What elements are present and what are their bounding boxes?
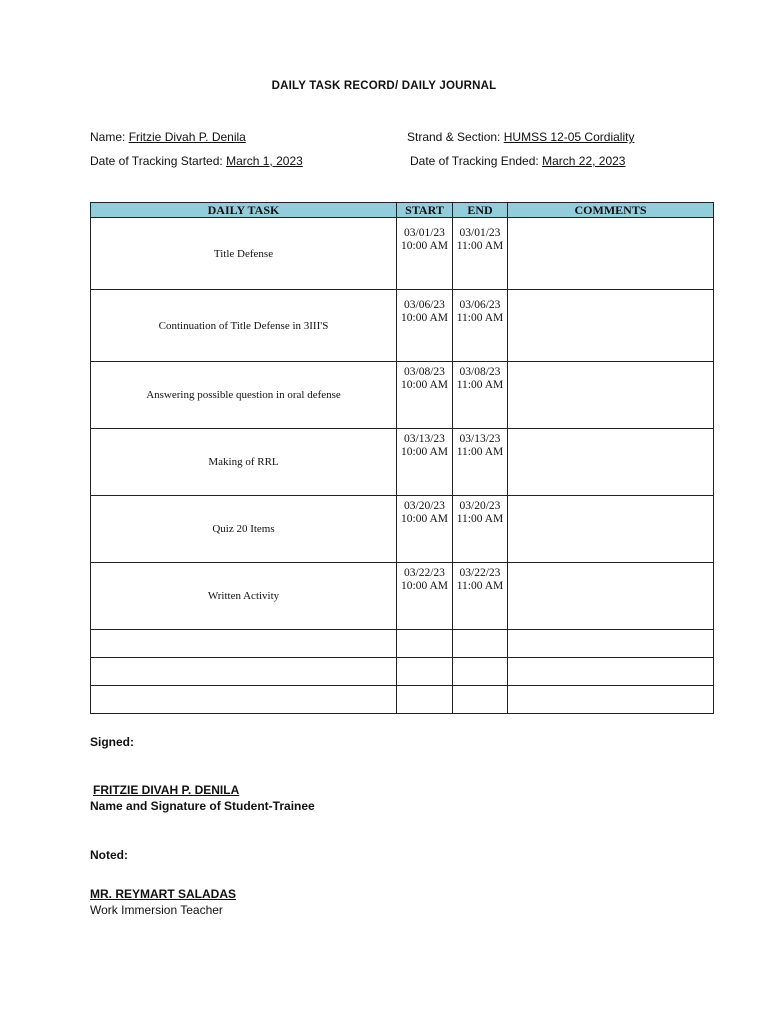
end-time: 11:00 AM: [456, 379, 504, 391]
start-date: 03/20/23: [404, 500, 445, 512]
comment-cell: [508, 362, 714, 429]
end-date: 03/06/23: [459, 299, 501, 311]
start-cell: [397, 218, 453, 290]
end-cell: [453, 290, 508, 362]
start-date: 03/22/23: [404, 567, 445, 579]
comment-cell: [508, 496, 714, 563]
strand-value: HUMSS 12-05 Cordiality: [503, 130, 635, 144]
strand-section-line: [407, 130, 634, 144]
table-row: [91, 290, 714, 362]
end-time: 11:00 AM: [456, 446, 504, 458]
header-start: START: [397, 203, 453, 218]
start-time: 10:00 AM: [401, 312, 448, 324]
empty-cell: [453, 630, 508, 658]
student-role: Name and Signature of Student-Trainee: [90, 799, 315, 813]
start-time: 10:00 AM: [401, 379, 448, 391]
comment-cell: [508, 290, 714, 362]
document-title: DAILY TASK RECORD/ DAILY JOURNAL: [271, 80, 497, 92]
end-cell: [453, 362, 508, 429]
task-cell: Written Activity: [91, 563, 397, 630]
start-cell: [397, 290, 453, 362]
end-date: 03/01/23: [459, 227, 501, 239]
name-label: Name:: [90, 130, 126, 144]
tracking-start-label: Date of Tracking Started:: [90, 154, 223, 168]
table-row: [91, 218, 714, 290]
table-header-row: [91, 203, 714, 218]
header-end: END: [453, 203, 508, 218]
end-time: 11:00 AM: [456, 312, 504, 324]
start-cell: [397, 429, 453, 496]
empty-cell: [397, 630, 453, 658]
start-time: 10:00 AM: [401, 240, 448, 252]
table-row: [91, 362, 714, 429]
comment-cell: [508, 218, 714, 290]
start-date: 03/08/23: [404, 366, 445, 378]
tracking-start-line: [90, 154, 303, 168]
teacher-role: Work Immersion Teacher: [90, 903, 223, 917]
table-row: [91, 429, 714, 496]
tracking-end-label: Date of Tracking Ended:: [410, 154, 539, 168]
tracking-end-line: [410, 154, 625, 168]
header-daily-task: DAILY TASK: [91, 203, 397, 218]
signed-label: Signed:: [90, 735, 134, 749]
tracking-end-value: March 22, 2023: [542, 154, 626, 168]
empty-cell: [508, 686, 714, 714]
name-value: Fritzie Divah P. Denila: [128, 130, 246, 144]
student-name-underlined: FRITZIE DIVAH P. DENILA: [93, 783, 240, 797]
empty-table-row: [91, 630, 714, 658]
start-cell: [397, 362, 453, 429]
end-date: 03/22/23: [459, 567, 501, 579]
end-time: 11:00 AM: [456, 580, 504, 592]
end-cell: [453, 218, 508, 290]
empty-cell: [397, 686, 453, 714]
start-date: 03/13/23: [404, 433, 445, 445]
table-row: [91, 496, 714, 563]
empty-cell: [453, 658, 508, 686]
daily-task-table: [90, 202, 714, 714]
task-cell: Quiz 20 Items: [91, 496, 397, 563]
end-cell: [453, 563, 508, 630]
start-cell: [397, 496, 453, 563]
start-time: 10:00 AM: [401, 513, 448, 525]
start-time: 10:00 AM: [401, 580, 448, 592]
end-time: 11:00 AM: [456, 513, 504, 525]
student-signature-name: [93, 783, 239, 797]
empty-cell: [508, 630, 714, 658]
teacher-name-underlined: MR. REYMART SALADAS: [90, 887, 236, 901]
header-comments: COMMENTS: [508, 203, 714, 218]
empty-table-row: [91, 658, 714, 686]
empty-cell: [91, 630, 397, 658]
empty-cell: [453, 686, 508, 714]
task-cell: Making of RRL: [91, 429, 397, 496]
empty-cell: [91, 658, 397, 686]
start-time: 10:00 AM: [401, 446, 448, 458]
end-date: 03/13/23: [459, 433, 501, 445]
start-date: 03/01/23: [404, 227, 445, 239]
comment-cell: [508, 429, 714, 496]
end-date: 03/08/23: [459, 366, 501, 378]
empty-cell: [508, 658, 714, 686]
task-cell: Continuation of Title Defense in 3III'S: [91, 290, 397, 362]
task-cell: Answering possible question in oral defense: [91, 362, 397, 429]
teacher-signature-name: [90, 887, 236, 901]
student-name-line: [90, 130, 246, 144]
end-time: 11:00 AM: [456, 240, 504, 252]
empty-cell: [91, 686, 397, 714]
noted-label: Noted:: [90, 848, 128, 862]
end-cell: [453, 429, 508, 496]
empty-table-row: [91, 686, 714, 714]
strand-label: Strand & Section:: [407, 130, 501, 144]
end-date: 03/20/23: [459, 500, 501, 512]
end-cell: [453, 496, 508, 563]
tracking-start-value: March 1, 2023: [226, 154, 303, 168]
empty-cell: [397, 658, 453, 686]
table-row: [91, 563, 714, 630]
task-cell: Title Defense: [91, 218, 397, 290]
start-date: 03/06/23: [404, 299, 445, 311]
start-cell: [397, 563, 453, 630]
comment-cell: [508, 563, 714, 630]
